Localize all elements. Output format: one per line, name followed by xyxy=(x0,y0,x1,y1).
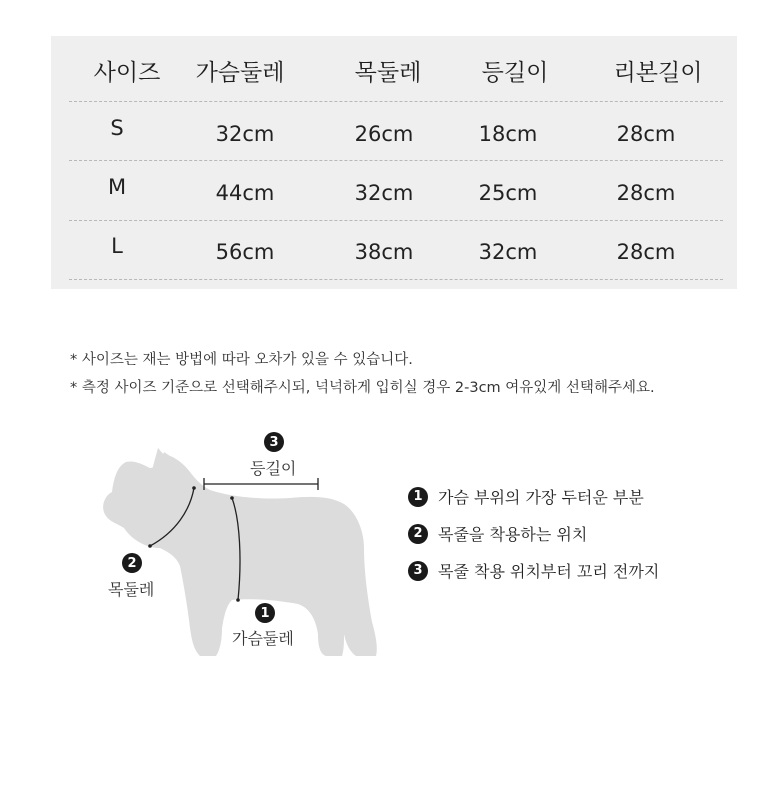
note-line: * 사이즈는 재는 방법에 따라 오차가 있을 수 있습니다. xyxy=(70,352,413,368)
table-row xyxy=(51,102,737,160)
header-back: 등길이 xyxy=(481,60,549,86)
back-length-badge: 3 xyxy=(264,432,284,452)
legend-item xyxy=(408,478,659,515)
neck-cell: 26cm xyxy=(354,122,414,146)
header-ribbon: 리본길이 xyxy=(613,60,703,86)
chest-cell: 32cm xyxy=(215,122,275,146)
legend-text: 목줄 착용 위치부터 꼬리 전까지 xyxy=(438,562,660,581)
chest-label: 가슴둘레 xyxy=(232,629,294,648)
size-table xyxy=(51,36,737,289)
back-cell: 25cm xyxy=(478,181,538,205)
number-badge-icon: 3 xyxy=(408,561,428,581)
dog-measure-diagram xyxy=(0,420,780,680)
legend-item xyxy=(408,515,659,552)
header-neck: 목둘레 xyxy=(354,60,422,86)
legend-item xyxy=(408,552,659,589)
size-cell: S xyxy=(110,116,124,140)
neck-badge: 2 xyxy=(122,553,142,573)
measure-legend xyxy=(408,478,659,589)
neck-label: 목둘레 xyxy=(108,580,155,599)
table-row xyxy=(51,220,737,278)
ribbon-cell: 28cm xyxy=(616,181,676,205)
chest-badge: 1 xyxy=(255,603,275,623)
legend-text: 목줄을 착용하는 위치 xyxy=(438,525,588,544)
chest-cell: 44cm xyxy=(215,181,275,205)
ribbon-cell: 28cm xyxy=(616,122,676,146)
size-notes xyxy=(70,346,655,402)
ribbon-cell: 28cm xyxy=(616,240,676,264)
back-cell: 32cm xyxy=(478,240,538,264)
back-cell: 18cm xyxy=(478,122,538,146)
row-divider xyxy=(69,279,723,280)
neck-cell: 32cm xyxy=(354,181,414,205)
neck-cell: 38cm xyxy=(354,240,414,264)
back-length-label: 등길이 xyxy=(250,459,297,478)
size-cell: L xyxy=(111,234,123,258)
table-header-row xyxy=(51,36,737,100)
chest-cell: 56cm xyxy=(215,240,275,264)
number-badge-icon: 2 xyxy=(408,524,428,544)
header-chest: 가슴둘레 xyxy=(195,60,285,86)
header-size: 사이즈 xyxy=(93,60,161,86)
legend-text: 가슴 부위의 가장 두터운 부분 xyxy=(438,488,644,507)
number-badge-icon: 1 xyxy=(408,487,428,507)
table-row xyxy=(51,161,737,219)
size-cell: M xyxy=(107,175,127,199)
note-line: * 측정 사이즈 기준으로 선택해주시되, 넉넉하게 입히실 경우 2-3cm 여유있게 선택해주세요. xyxy=(70,380,655,396)
